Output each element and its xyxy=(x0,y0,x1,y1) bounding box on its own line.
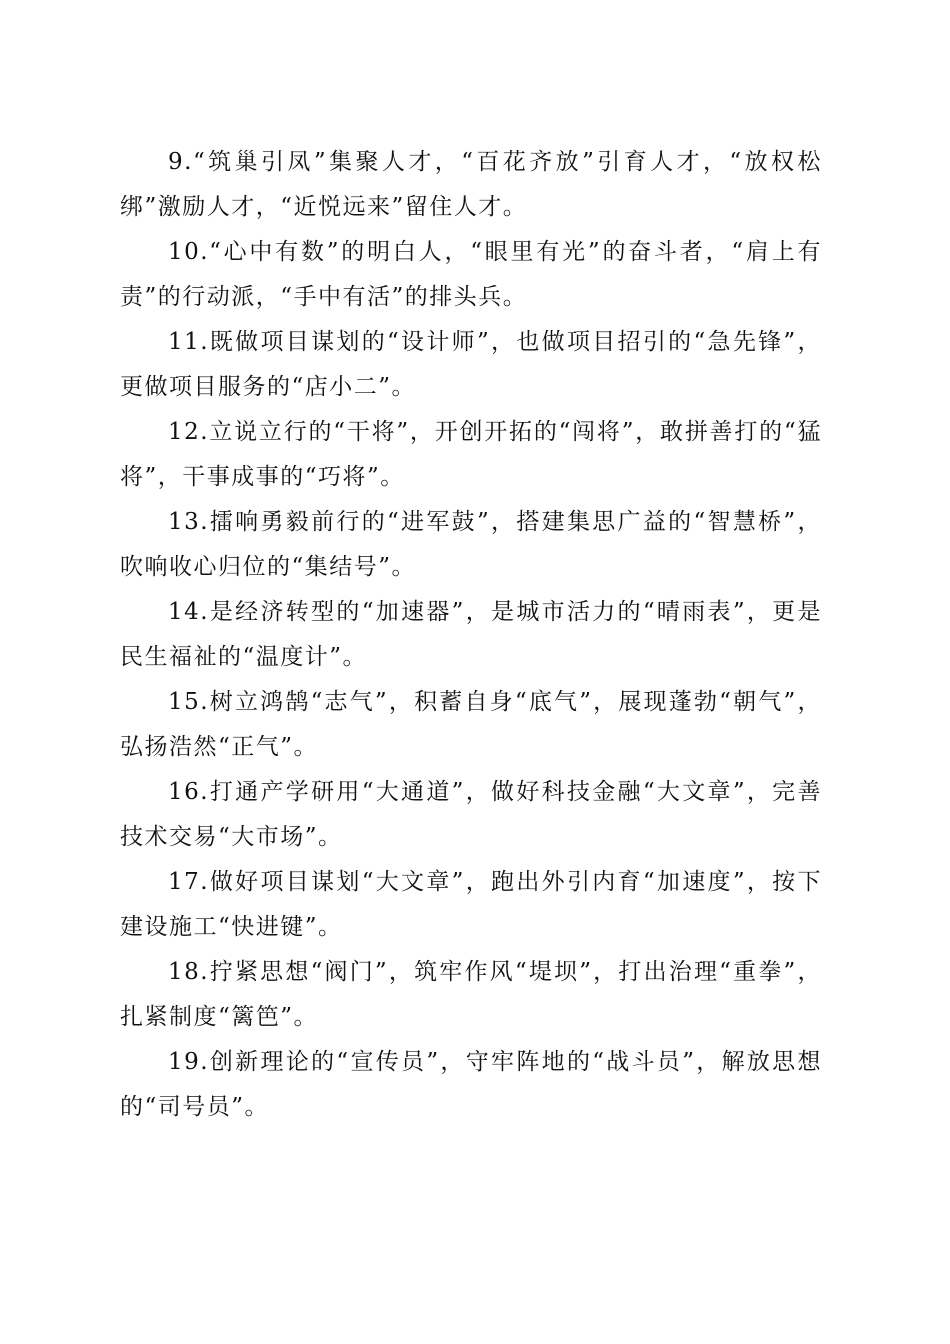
paragraph-19: 19.创新理论的“宣传员”，守牢阵地的“战斗员”，解放思想的“司号员”。 xyxy=(120,1049,822,1120)
paragraph-18: 18.拧紧思想“阀门”，筑牢作风“堤坝”，打出治理“重拳”，扎紧制度“篱笆”。 xyxy=(120,959,822,1030)
paragraph-15: 15.树立鸿鹄“志气”，积蓄自身“底气”，展现蓬勃“朝气”，弘扬浩然“正气”。 xyxy=(120,689,822,760)
document-body xyxy=(120,140,822,1130)
paragraph-11: 11.既做项目谋划的“设计师”，也做项目招引的“急先锋”，更做项目服务的“店小二”。 xyxy=(120,329,822,400)
paragraph-16: 16.打通产学研用“大通道”，做好科技金融“大文章”，完善技术交易“大市场”。 xyxy=(120,779,822,850)
paragraph-12: 12.立说立行的“干将”，开创开拓的“闯将”，敢拼善打的“猛将”，干事成事的“巧将”。 xyxy=(120,419,822,490)
paragraph-17: 17.做好项目谋划“大文章”，跑出外引内育“加速度”，按下建设施工“快进键”。 xyxy=(120,869,822,940)
paragraph-14: 14.是经济转型的“加速器”，是城市活力的“晴雨表”，更是民生福祉的“温度计”。 xyxy=(120,599,822,670)
paragraph-13: 13.擂响勇毅前行的“进军鼓”，搭建集思广益的“智慧桥”，吹响收心归位的“集结号”。 xyxy=(120,509,822,580)
paragraph-10: 10.“心中有数”的明白人，“眼里有光”的奋斗者，“肩上有责”的行动派，“手中有活”的排头兵。 xyxy=(120,239,822,310)
paragraph-9: 9.“筑巢引凤”集聚人才，“百花齐放”引育人才，“放权松绑”激励人才，“近悦远来”留住人才。 xyxy=(120,149,822,220)
